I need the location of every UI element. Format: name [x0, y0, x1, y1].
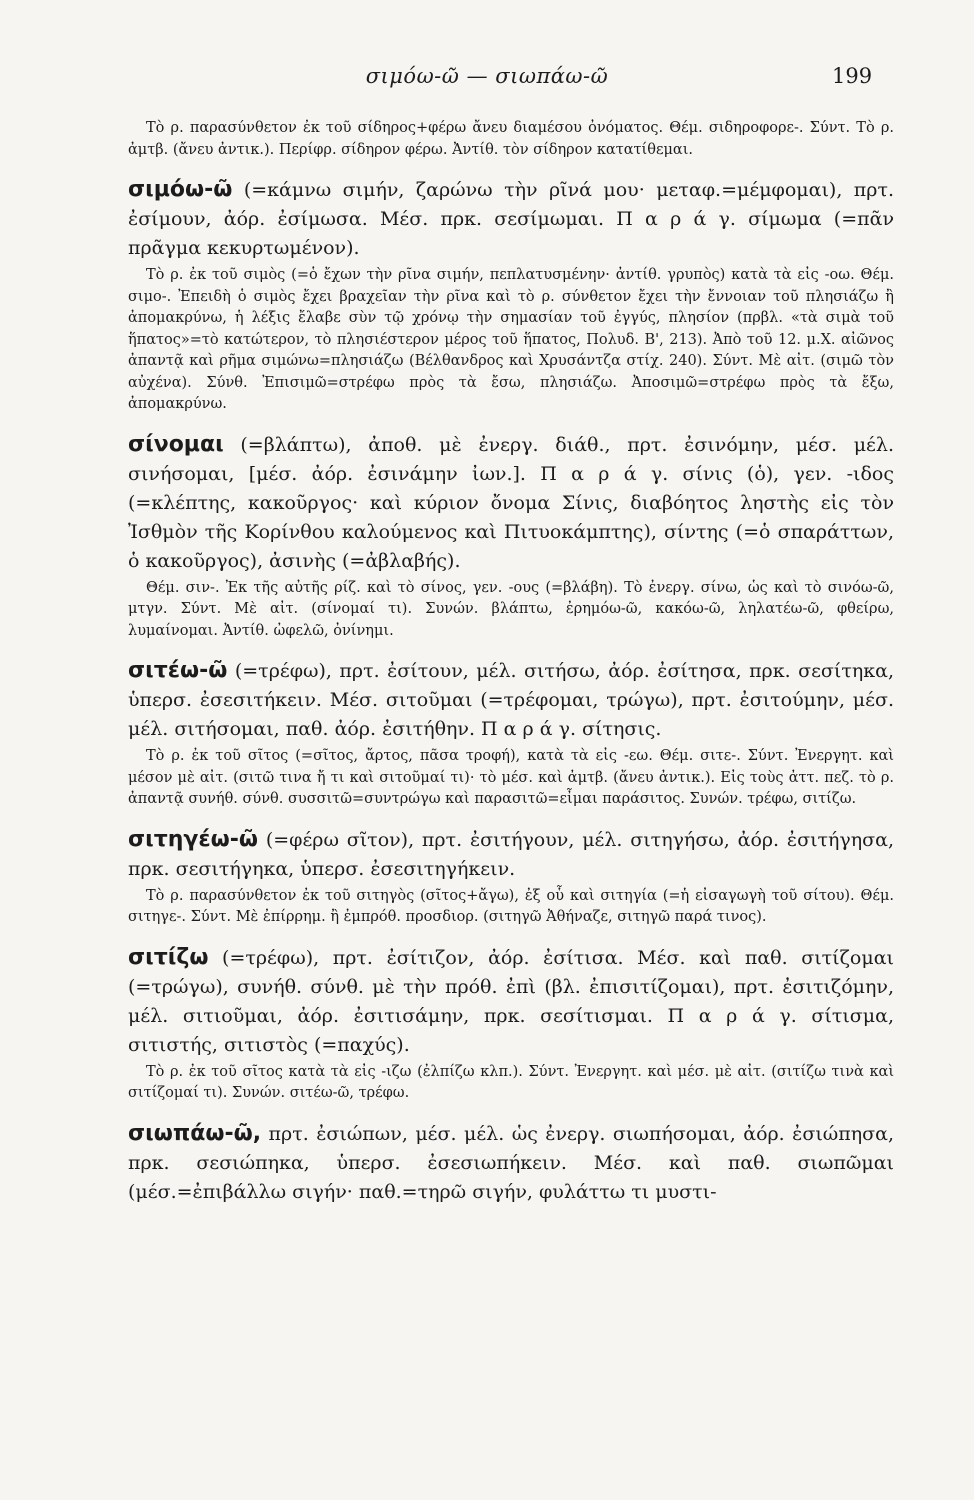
entry-definition: (=κάμνω σιμήν, ζαρώνω τὴν ρῖνά μου· μεταφ.=μέμφομαι), πρτ. ἐσίμουν, ἀόρ. ἐσίμωσα. Μέσ. πρκ. σεσίμωμαι. Π α ρ ά γ. σίμωμα (=πᾶν πρᾶγμα κεκυρτωμένον). [128, 179, 894, 259]
lemma: σιτίζω [128, 944, 209, 970]
entry-sitizo [128, 943, 894, 1105]
entry-note: Θέμ. σιν-. Ἐκ τῆς αὐτῆς ρίζ. καὶ τὸ σίνος, γεν. -ους (=βλάβη). Τὸ ἐνεργ. σίνω, ὡς καὶ τὸ σινόω-ῶ, μτγν. Σύντ. Μὲ αἰτ. (σίνομαί τι). Συνών. βλάπτω, ἐρημόω-ῶ, κακόω-ῶ, ληλατέω-ῶ, φθείρω, λυμαίνομαι. Ἀντίθ. ὠφελῶ, ὀνίνημι. [128, 579, 894, 639]
entry-note: Τὸ ρ. ἐκ τοῦ σῖτος (=σῖτος, ἄρτος, πᾶσα τροφή), κατὰ τὰ εἰς -εω. Θέμ. σιτε-. Σύντ. Ἐνεργητ. καὶ μέσον μὲ αἰτ. (σιτῶ τινα ἤ τι καὶ σιτοῦμαί τι)· τὸ μέσ. καὶ ἀμτβ. (ἄνευ ἀντικ.). Εἰς τοὺς ἀττ. πεζ. τὸ ρ. ἀπαντᾷ συνήθ. σύνθ. συσσιτῶ=συντρώγω καὶ παρασιτῶ=εἶμαι παράσιτος. Συνών. τρέφω, σιτίζω. [128, 748, 894, 807]
entry-note: Τὸ ρ. ἐκ τοῦ σῖτος κατὰ τὰ εἰς -ιζω (ἐλπίζω κλπ.). Σύντ. Ἐνεργητ. καὶ μέσ. μὲ αἰτ. (σιτίζω τινὰ καὶ σιτίζομαί τι). Συνών. σιτέω-ῶ, τρέφω. [128, 1063, 894, 1101]
entry-note: Τὸ ρ. παρασύνθετον ἐκ τοῦ σιτηγὸς (σῖτος+ἄγω), ἐξ οὗ καὶ σιτηγία (=ἡ εἰσαγωγὴ τοῦ σίτου). Θέμ. σιτηγε-. Σύντ. Μὲ ἐπίρρημ. ἢ ἐμπρόθ. προσδιορ. (σιτηγῶ Ἀθήναζε, σιτηγῶ παρά τινος). [128, 887, 894, 925]
running-header: σιμόω-ῶ — σιωπάω-ῶ [365, 64, 609, 88]
entry-head [128, 825, 894, 884]
entry-sitegeo [128, 825, 894, 929]
lemma: σιτέω-ῶ [128, 658, 228, 683]
entry-continued [128, 118, 894, 161]
page-content [128, 118, 894, 1221]
entry-siopao [128, 1119, 894, 1207]
lemma: σίνομαι [128, 431, 224, 457]
entry-definition: (=τρέφω), πρτ. ἐσίτουν, μέλ. σιτήσω, ἀόρ. ἐσίτησα, πρκ. σεσίτηκα, ὑπερσ. ἐσεσιτήκειν. Μέσ. σιτοῦμαι (=τρέφομαι, τρώγω), πρτ. ἐσιτούμην, μέσ. μέλ. σιτήσομαι, παθ. ἀόρ. ἐσιτήθην. Π α ρ ά γ. σίτησις. [128, 660, 894, 740]
entry-note: Τὸ ρ. ἐκ τοῦ σιμὸς (=ὁ ἔχων τὴν ρῖνα σιμήν, πεπλατυσμένην· ἀντίθ. γρυπὸς) κατὰ τὰ εἰς -οω. Θέμ. σιμο-. Ἐπειδὴ ὁ σιμὸς ἔχει βραχεῖαν τὴν ρῖνα καὶ τὸ ρ. σύνθετον ἔχει τὴν ἔννοιαν τοῦ πλησιάζω ἢ ἀπομακρύνω, ἡ λέξις ἔλαβε σὺν τῷ χρόνῳ τὴν σημασίαν τοῦ ἐγγύς, πλησίον (πρβλ. «τὰ σιμὰ τοῦ ἥπατος»=τὸ κατώτερον, τὸ πλησιέστερον μέρος τοῦ ἥπατος, Πολυδ. Β', 213). Ἀπὸ τοῦ 12. μ.Χ. αἰῶνος ἀπαντᾷ καὶ ρῆμα σιμώνω=πλησιάζω (Βέλθανδρος καὶ Χρυσάντζα στίχ. 240). Σύντ. Μὲ αἰτ. (σιμῶ τὸν αὐχένα). Σύνθ. Ἐπισιμῶ=στρέφω πρὸς τὰ ἔσω, πλησιάζω. Ἀποσιμῶ=στρέφω πρὸς τὰ ἔξω, ἀπομακρύνω. [128, 267, 894, 412]
entry-definition: πρτ. ἐσιώπων, μέσ. μέλ. ὡς ἐνεργ. σιωπήσομαι, ἀόρ. ἐσιώπησα, πρκ. σεσιώπηκα, ὑπερσ. ἐσεσιωπήκειν. Μέσ. καὶ παθ. σιωπῶμαι (μέσ.=ἐπιβάλλω σιγήν· παθ.=τηρῶ σιγήν, φυλάττω τι μυστι- [128, 1122, 894, 1203]
entry-head [128, 1119, 894, 1207]
entry-head [128, 175, 894, 263]
entry-definition: (=φέρω σῖτον), πρτ. ἐσιτήγουν, μέλ. σιτηγήσω, ἀόρ. ἐσιτήγησα, πρκ. σεσιτήγηκα, ὑπερσ. ἐσεσιτηγήκειν. [128, 828, 894, 880]
entry-sinomai [128, 430, 894, 643]
entry-head [128, 430, 894, 576]
entry-definition: (=τρέφω), πρτ. ἐσίτιζον, ἀόρ. ἐσίτισα. Μέσ. καὶ παθ. σιτίζομαι (=τρώγω), συνήθ. σύνθ. μὲ τὴν πρόθ. ἐπὶ (βλ. ἐπισιτίζομαι), πρτ. ἐσιτιζόμην, μέλ. σιτιοῦμαι, ἀόρ. ἐσιτισάμην, πρκ. σεσίτισμαι. Π α ρ ά γ. σίτισμα, σιτιστής, σιτιστὸς (=παχύς). [128, 946, 894, 1056]
entry-head [128, 943, 894, 1060]
lemma: σιτηγέω-ῶ [128, 826, 259, 852]
entry-siteo [128, 656, 894, 811]
lemma: σιμόω-ῶ [128, 177, 233, 202]
lemma: σιωπάω-ῶ, [128, 1120, 262, 1146]
entry-simoo [128, 175, 894, 416]
entry-note: Τὸ ρ. παρασύνθετον ἐκ τοῦ σίδηρος+φέρω ἄνευ διαμέσου ὀνόματος. Θέμ. σιδηροφορε-. Σύντ. Τὸ ρ. ἀμτβ. (ἄνευ ἀντικ.). Περίφρ. σίδηρον φέρω. Ἀντίθ. τὸν σίδηρον κατατίθεμαι. [128, 120, 894, 158]
page-number: 199 [832, 64, 873, 88]
entry-head [128, 656, 894, 744]
entry-definition: (=βλάπτω), ἀποθ. μὲ ἐνεργ. διάθ., πρτ. ἐσινόμην, μέσ. μέλ. σινήσομαι, [μέσ. ἀόρ. ἐσινάμην ἰων.]. Π α ρ ά γ. σίνις (ὁ), γεν. -ιδος (=κλέπτης, κακοῦργος· καὶ κύριον ὄνομα Σίνις, διαβόητος ληστὴς εἰς τὸν Ἰσθμὸν τῆς Κορίνθου καλούμενος καὶ Πιτυοκάμπτης), σίντης (=ὁ σπαράττων, ὁ κακοῦργος), ἀσινὴς (=ἀβλαβής). [128, 433, 894, 572]
